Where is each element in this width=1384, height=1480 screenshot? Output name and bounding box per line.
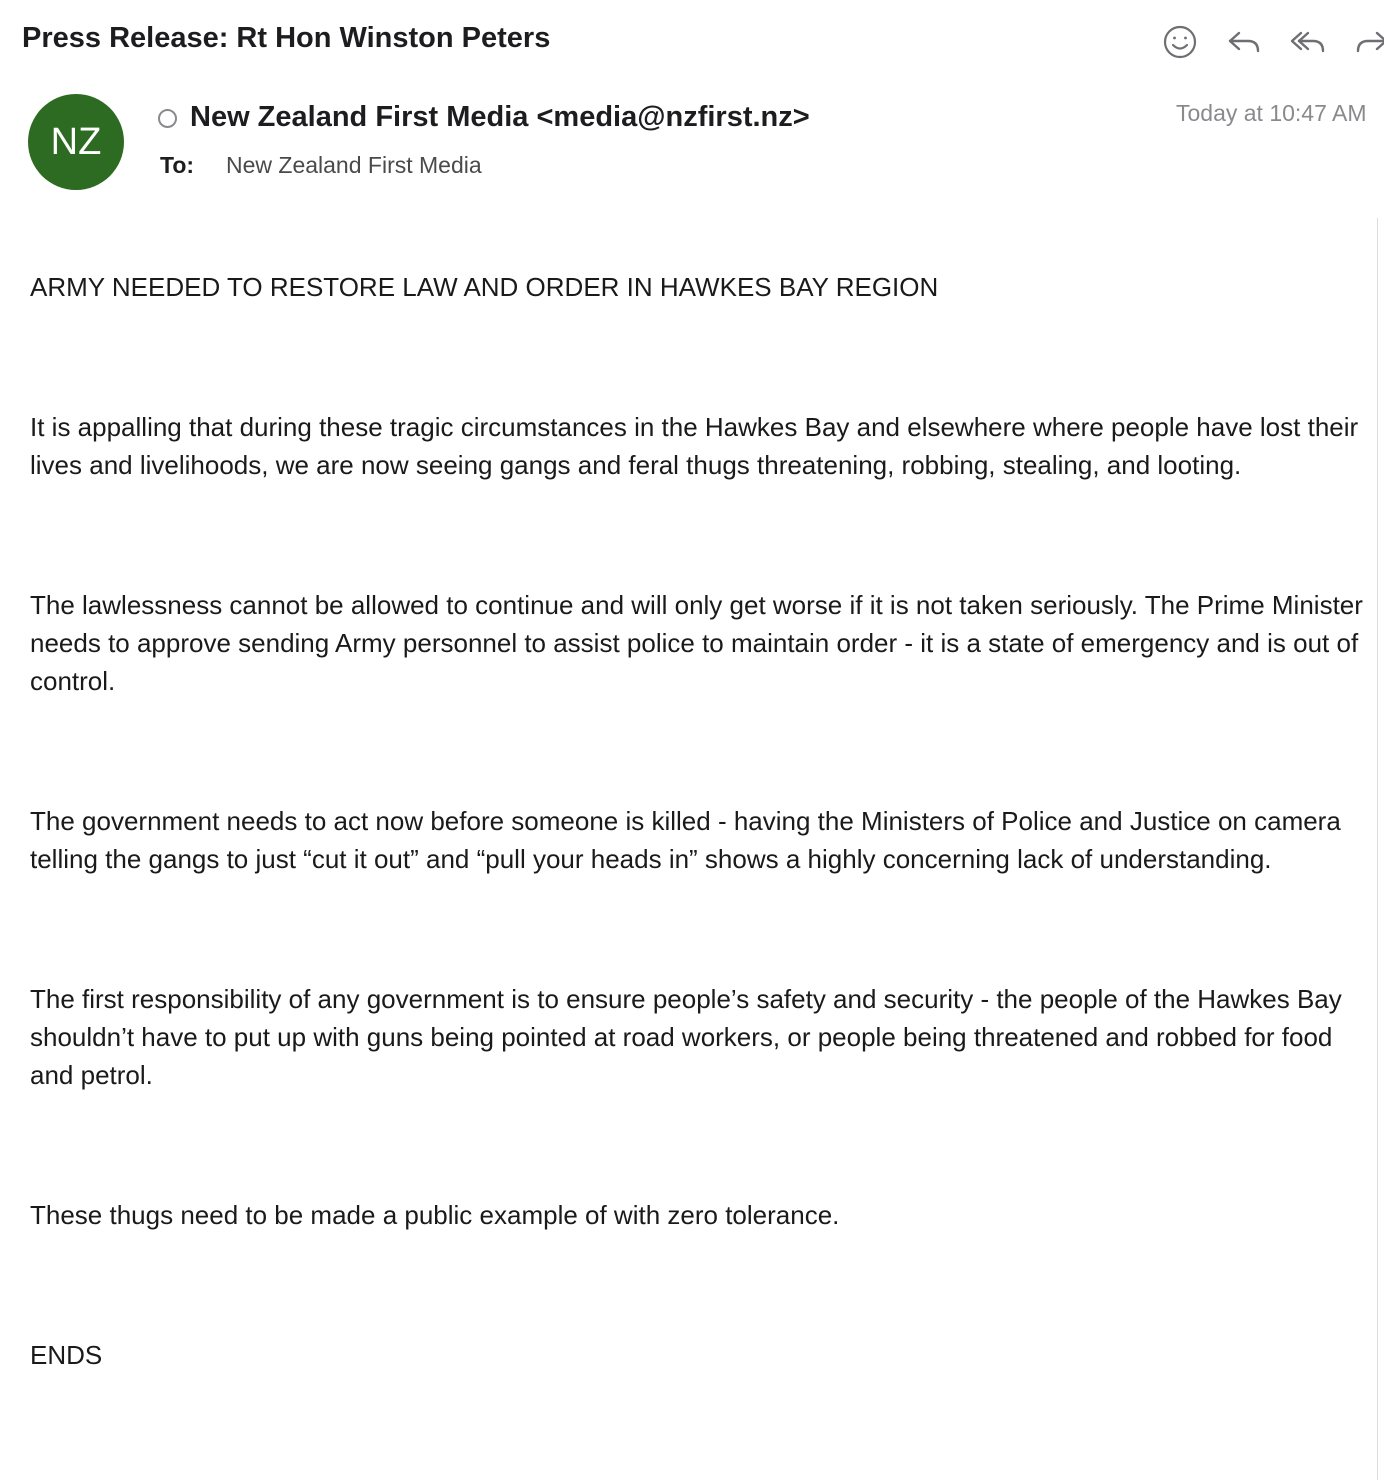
reply-icon[interactable] (1224, 22, 1264, 62)
sender-name[interactable]: New Zealand First Media <media@nzfirst.nz> (190, 101, 810, 133)
message-toolbar (1150, 22, 1384, 64)
recipient-name[interactable]: New Zealand First Media (226, 152, 482, 178)
body-paragraph: The lawlessness cannot be allowed to continue and will only get worse if it is not taken seriously. The Prime Minister needs to approve sending Army personnel to assist police to maintain order - it is a state of emergency and is out of control. (30, 590, 1363, 696)
unread-status-icon[interactable] (158, 109, 177, 128)
body-paragraph: These thugs need to be made a public example of with zero tolerance. (30, 1200, 840, 1230)
content-divider (1377, 218, 1378, 1480)
body-paragraph: The first responsibility of any government is to ensure people’s safety and security - the people of the Hawkes Bay shouldn’t have to put up with guns being pointed at road workers, or people being threatened and robbed for food and petrol. (30, 984, 1342, 1090)
press-release-heading: ARMY NEEDED TO RESTORE LAW AND ORDER IN HAWKES BAY REGION (30, 272, 939, 302)
reply-all-icon[interactable] (1288, 22, 1328, 62)
received-date: Today at 10:47 AM (1176, 100, 1367, 126)
to-label: To: (160, 152, 195, 178)
smiley-icon[interactable] (1160, 22, 1200, 62)
email-subject: Press Release: Rt Hon Winston Peters (22, 22, 551, 54)
body-paragraph: The government needs to act now before someone is killed - having the Ministers of Police and Justice on camera telling the gangs to just “cut it out” and “pull your heads in” shows a highly concerning lack of understanding. (30, 806, 1341, 874)
message-body (30, 268, 1370, 1374)
closing-text: ENDS (30, 1340, 103, 1370)
sender-avatar: NZ (28, 94, 124, 190)
forward-icon[interactable] (1352, 22, 1384, 62)
body-paragraph: It is appalling that during these tragic circumstances in the Hawkes Bay and elsewhere where people have lost their lives and livelihoods, we are now seeing gangs and feral thugs threatening, robbing, stealing, and looting. (30, 412, 1359, 480)
